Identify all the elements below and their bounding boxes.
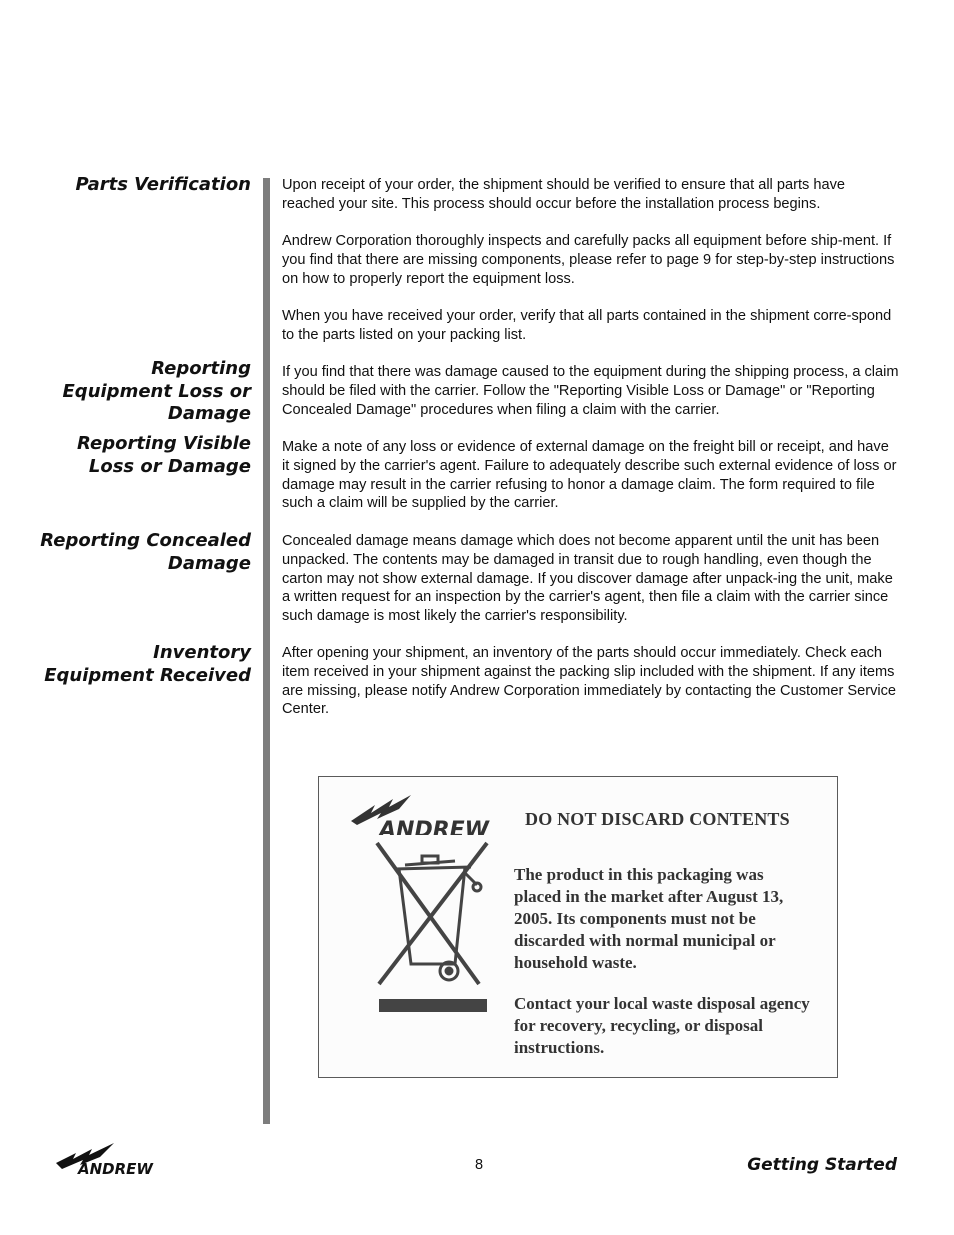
sidebar-divider-bar (263, 178, 270, 1124)
paragraph-receipt: Upon receipt of your order, the shipment should be verified to ensure that all parts have reached your site. This process should occur before the installation process begins. (282, 177, 845, 212)
heading-parts-verification: Parts Verification (75, 174, 251, 195)
paragraph-inventory: After opening your shipment, an inventory of the parts should occur immediately. Check each item received in your shipment against the packing slip included with the shipment. If any items are missing, please notify Andrew Corporation immediately by contacting the Customer Service Center. (282, 645, 897, 718)
paragraph-visible-damage: Make a note of any loss or evidence of external damage on the freight bill or receipt, and have it signed by the carrier's agent. Failure to adequately describe such external evidence of loss or damage may result in the carrier refusing to honor a damage claim. The form required to file such a claim will be supplied by the carrier. (282, 439, 897, 512)
notice-body-disposal-warning: The product in this packaging was placed in the market after August 13, 2005. Its components must not be discarded with normal municipal or household waste. (514, 865, 784, 972)
notice-title: DO NOT DISCARD CONTENTS (525, 809, 790, 829)
notice-body-contact-agency: Contact your local waste disposal agency for recovery, recycling, or disposal instructions. (514, 994, 810, 1057)
heading-inventory-equipment-received: Inventory Equipment Received (44, 642, 251, 686)
footer-andrew-logo (56, 1141, 172, 1182)
page-number: 8 (474, 1157, 484, 1173)
crossed-out-wheelie-bin-icon (367, 839, 497, 1024)
heading-reporting-concealed-damage: Reporting Concealed Damage (40, 530, 251, 574)
notice-brand-text: ANDREW (379, 818, 489, 835)
paragraph-inspection: Andrew Corporation thoroughly inspects and carefully packs all equipment before ship-ment. If you find that there are missing components, please refer to page 9 for step-by-step instructions on how to properly report the equipment loss. (282, 233, 895, 287)
paragraph-claim: If you find that there was damage caused to the equipment during the shipping process, a claim should be filed with the carrier. Follow the "Reporting Visible Loss or Damage" or "Reporting Concealed Damage" procedures when filing a claim with the carrier. (282, 364, 899, 418)
footer-section-title: Getting Started (747, 1155, 897, 1175)
heading-reporting-visible-loss: Reporting Visible Loss or Damage (77, 433, 251, 477)
weee-notice-label (318, 776, 838, 1078)
paragraph-verify: When you have received your order, verify that all parts contained in the shipment corre-spond to the parts listed on your packing list. (282, 308, 892, 343)
heading-reporting-equipment-loss: Reporting Equipment Loss or Damage (62, 358, 251, 424)
notice-andrew-logo (349, 787, 509, 840)
footer-brand-text: ANDREW (78, 1160, 153, 1177)
paragraph-concealed-damage: Concealed damage means damage which does not become apparent until the unit has been unpacked. The contents may be damaged in transit due to rough handling, even though the carton may not show external damage. If you discover damage after unpack-ing the unit, make a written request for an inspection by the carrier's agent, then file a claim with the carrier since such damage is most likely the carrier's responsibility. (282, 533, 893, 625)
